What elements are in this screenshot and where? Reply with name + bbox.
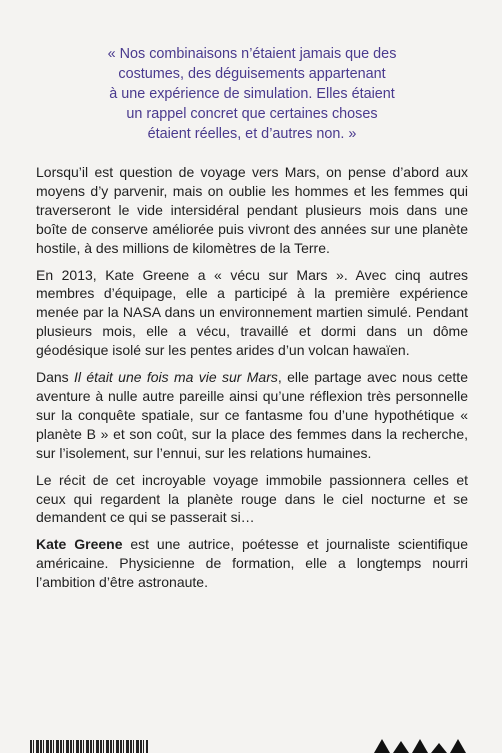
- paragraph-book: [36, 368, 468, 463]
- quote-line: costumes, des déguisements appartenant: [118, 66, 386, 82]
- pull-quote: [56, 44, 448, 144]
- paragraph-book-lead: Dans: [36, 369, 75, 386]
- quote-line: un rappel concret que certaines choses: [126, 106, 378, 122]
- paragraph-author-bio: [36, 535, 468, 592]
- paragraph-mission: En 2013, Kate Greene a « vécu sur Mars ». Avec cinq autres membres d’équipage, elle a participé à la première expérience menée par la NASA dans un environnement martien simulé. Pendant plusieurs mois, elle a vécu, travaillé et dormi dans un dôme géodésique isolé sur les pentes arides d’un volcan hawaïen.: [36, 266, 468, 359]
- quote-line: à une expérience de simulation. Elles étaient: [109, 86, 395, 102]
- paragraph-book-rest: , elle partage avec nous cette aventure à nulle autre pareille ainsi qu’une réflexion très personnelle sur la conquête spatiale, sur ce fantasme fou d’une hypothétique « planète B » et son coût, sur la place des femmes dans la recherche, sur l’isolement, sur l’ennui, sur les relations humaines.: [36, 369, 468, 461]
- author-name: Kate Greene: [36, 536, 123, 553]
- author-bio-text: est une autrice, poétesse et journaliste scientifique américaine. Physicienne de formation, elle a longtemps nourri l’ambition d’être astronaute.: [36, 536, 468, 591]
- quote-line: étaient réelles, et d’autres non. »: [147, 126, 357, 142]
- paragraph-audience: Le récit de cet incroyable voyage immobile passionnera celles et ceux qui regardent la planète rouge dans le ciel nocturne et se demandent ce qui se passerait si…: [36, 471, 468, 526]
- blurb-body: [36, 163, 468, 600]
- barcode-icon: [30, 740, 148, 753]
- publisher-logo-icon: [374, 737, 469, 753]
- paragraph-intro: Lorsqu’il est question de voyage vers Mars, on pense d’abord aux moyens d’y parvenir, mais on oublie les hommes et les femmes qui traverseront le vide intersidéral pendant plusieurs mois dans une boîte de conserve améliorée puis vivront des années sur une planète hostile, à des millions de kilomètres de la Terre.: [36, 164, 468, 256]
- book-title: Il était une fois ma vie sur Mars: [74, 369, 278, 386]
- quote-line: « Nos combinaisons n’étaient jamais que des: [107, 46, 397, 62]
